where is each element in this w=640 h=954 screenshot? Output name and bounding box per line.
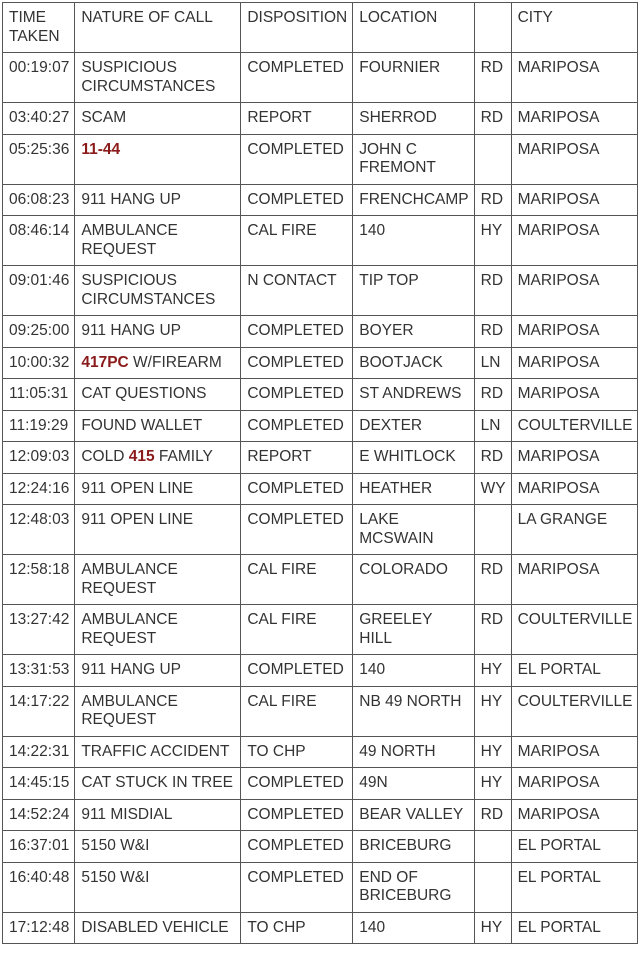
cell-city: MARIPOSA <box>511 799 638 831</box>
cell-location: FRENCHCAMP <box>353 184 474 216</box>
cell-location: E WHITLOCK <box>353 442 474 474</box>
call-text: 911 HANG UP <box>81 322 181 339</box>
table-row <box>3 912 638 944</box>
cell-city: MARIPOSA <box>511 442 638 474</box>
table-row <box>3 736 638 768</box>
cell-location: BEAR VALLEY <box>353 799 474 831</box>
cell-location: TIP TOP <box>353 266 474 316</box>
cell-suffix: HY <box>474 655 511 687</box>
cell-nature-of-call <box>75 266 241 316</box>
cell-suffix <box>474 862 511 912</box>
cell-nature-of-call <box>75 216 241 266</box>
cell-time-taken: 12:58:18 <box>3 555 75 605</box>
cell-disposition: COMPLETED <box>241 184 353 216</box>
cell-disposition: COMPLETED <box>241 831 353 863</box>
header-time-taken: TIME TAKEN <box>3 3 75 53</box>
cell-suffix: HY <box>474 736 511 768</box>
table-row <box>3 831 638 863</box>
cell-nature-of-call <box>75 736 241 768</box>
cell-city: MARIPOSA <box>511 53 638 103</box>
cell-city: MARIPOSA <box>511 768 638 800</box>
cell-suffix <box>474 831 511 863</box>
cell-location: BOOTJACK <box>353 347 474 379</box>
call-text: SCAM <box>81 109 127 126</box>
cell-suffix: HY <box>474 768 511 800</box>
cell-disposition: COMPLETED <box>241 410 353 442</box>
cell-time-taken: 09:01:46 <box>3 266 75 316</box>
cell-nature-of-call <box>75 410 241 442</box>
cell-location: HEATHER <box>353 473 474 505</box>
cell-nature-of-call <box>75 473 241 505</box>
table-row <box>3 266 638 316</box>
call-text: AMBULANCE REQUEST <box>81 692 178 728</box>
cell-nature-of-call <box>75 555 241 605</box>
cell-disposition: REPORT <box>241 442 353 474</box>
cell-time-taken: 05:25:36 <box>3 134 75 184</box>
call-text: 911 MISDIAL <box>81 805 173 823</box>
cell-location: SHERROD <box>353 103 474 135</box>
table-row <box>3 379 638 411</box>
cell-suffix: LN <box>474 410 511 442</box>
cell-location: 140 <box>353 216 474 266</box>
table-row <box>3 473 638 505</box>
cell-nature-of-call <box>75 184 241 216</box>
cell-disposition: CAL FIRE <box>241 216 353 266</box>
header-disposition: DISPOSITION <box>241 3 353 53</box>
cell-nature-of-call <box>75 912 241 944</box>
cell-time-taken: 12:09:03 <box>3 442 75 474</box>
cell-disposition: N CONTACT <box>241 266 353 316</box>
cell-nature-of-call <box>75 134 241 184</box>
cell-location: BOYER <box>353 316 474 348</box>
cell-city: LA GRANGE <box>511 505 638 555</box>
call-text: FAMILY <box>154 448 213 465</box>
cell-nature-of-call <box>75 799 241 831</box>
cell-location: NB 49 NORTH <box>353 686 474 736</box>
call-text: 911 OPEN LINE <box>81 511 194 528</box>
table-row <box>3 655 638 687</box>
header-suffix <box>474 3 511 53</box>
cell-location: END OF BRICEBURG <box>353 862 474 912</box>
cell-nature-of-call <box>75 347 241 379</box>
cell-disposition: COMPLETED <box>241 862 353 912</box>
cell-nature-of-call <box>75 316 241 348</box>
call-text: SUSPICIOUS CIRCUMSTANCES <box>81 272 216 308</box>
call-text: TRAFFIC ACCIDENT <box>81 742 230 760</box>
cell-location: FOURNIER <box>353 53 474 103</box>
cell-time-taken: 11:05:31 <box>3 379 75 411</box>
cell-disposition: COMPLETED <box>241 473 353 505</box>
cell-time-taken: 14:22:31 <box>3 736 75 768</box>
call-code-highlight: 11-44 <box>81 140 121 158</box>
cell-city: EL PORTAL <box>511 862 638 912</box>
call-text: 5150 W&I <box>81 868 150 886</box>
cell-time-taken: 17:12:48 <box>3 912 75 944</box>
cell-city: COULTERVILLE <box>511 605 638 655</box>
table-row <box>3 103 638 135</box>
table-row <box>3 347 638 379</box>
cell-time-taken: 16:37:01 <box>3 831 75 863</box>
call-text: 911 HANG UP <box>81 661 181 678</box>
call-text: AMBULANCE REQUEST <box>81 222 178 258</box>
cell-nature-of-call <box>75 862 241 912</box>
cell-time-taken: 16:40:48 <box>3 862 75 912</box>
table-body <box>3 53 638 944</box>
cell-suffix: HY <box>474 216 511 266</box>
cell-location: GREELEY HILL <box>353 605 474 655</box>
cell-nature-of-call <box>75 379 241 411</box>
cell-disposition: TO CHP <box>241 912 353 944</box>
header-location: LOCATION <box>353 3 474 53</box>
cell-city: MARIPOSA <box>511 347 638 379</box>
call-text: CAT STUCK IN TREE <box>81 774 233 791</box>
cell-time-taken: 13:31:53 <box>3 655 75 687</box>
table-row <box>3 134 638 184</box>
cell-disposition: COMPLETED <box>241 53 353 103</box>
cell-disposition: COMPLETED <box>241 316 353 348</box>
table-row <box>3 184 638 216</box>
cell-suffix <box>474 134 511 184</box>
call-text: AMBULANCE REQUEST <box>81 611 178 647</box>
cell-suffix: RD <box>474 555 511 605</box>
cell-location: 140 <box>353 655 474 687</box>
cell-nature-of-call <box>75 655 241 687</box>
cell-suffix: RD <box>474 379 511 411</box>
cell-city: MARIPOSA <box>511 736 638 768</box>
cell-time-taken: 08:46:14 <box>3 216 75 266</box>
cell-city: MARIPOSA <box>511 473 638 505</box>
cell-city: MARIPOSA <box>511 266 638 316</box>
cell-time-taken: 03:40:27 <box>3 103 75 135</box>
cell-disposition: COMPLETED <box>241 655 353 687</box>
table-row <box>3 768 638 800</box>
cell-suffix: RD <box>474 184 511 216</box>
call-text: 911 OPEN LINE <box>81 479 194 497</box>
cell-suffix: RD <box>474 53 511 103</box>
table-row <box>3 862 638 912</box>
cell-city: EL PORTAL <box>511 831 638 863</box>
call-log-table <box>2 2 638 944</box>
cell-time-taken: 12:24:16 <box>3 473 75 505</box>
call-text: W/FIREARM <box>128 353 222 371</box>
cell-city: MARIPOSA <box>511 184 638 216</box>
cell-nature-of-call <box>75 442 241 474</box>
cell-time-taken: 09:25:00 <box>3 316 75 348</box>
table-row <box>3 799 638 831</box>
table-row <box>3 216 638 266</box>
cell-city: MARIPOSA <box>511 103 638 135</box>
cell-time-taken: 13:27:42 <box>3 605 75 655</box>
cell-disposition: CAL FIRE <box>241 555 353 605</box>
cell-nature-of-call <box>75 831 241 863</box>
cell-disposition: COMPLETED <box>241 799 353 831</box>
cell-disposition: TO CHP <box>241 736 353 768</box>
cell-disposition: COMPLETED <box>241 347 353 379</box>
cell-city: MARIPOSA <box>511 379 638 411</box>
cell-city: MARIPOSA <box>511 316 638 348</box>
cell-suffix: RD <box>474 103 511 135</box>
table-row <box>3 605 638 655</box>
call-text: SUSPICIOUS CIRCUMSTANCES <box>81 59 216 95</box>
cell-suffix: WY <box>474 473 511 505</box>
cell-location: COLORADO <box>353 555 474 605</box>
cell-nature-of-call <box>75 505 241 555</box>
cell-city: COULTERVILLE <box>511 410 638 442</box>
cell-time-taken: 10:00:32 <box>3 347 75 379</box>
cell-city: EL PORTAL <box>511 912 638 944</box>
cell-location: 140 <box>353 912 474 944</box>
header-nature-of-call: NATURE OF CALL <box>75 3 241 53</box>
call-text: AMBULANCE REQUEST <box>81 561 178 597</box>
call-text: FOUND WALLET <box>81 416 203 434</box>
cell-time-taken: 12:48:03 <box>3 505 75 555</box>
call-text: DISABLED VEHICLE <box>81 918 229 936</box>
cell-city: EL PORTAL <box>511 655 638 687</box>
call-code-highlight: 415 <box>128 448 155 465</box>
call-code-highlight: 417PC <box>81 353 129 371</box>
cell-location: LAKE MCSWAIN <box>353 505 474 555</box>
cell-disposition: CAL FIRE <box>241 605 353 655</box>
cell-city: MARIPOSA <box>511 216 638 266</box>
table-row <box>3 410 638 442</box>
cell-time-taken: 00:19:07 <box>3 53 75 103</box>
table-row <box>3 53 638 103</box>
cell-disposition: CAL FIRE <box>241 686 353 736</box>
cell-time-taken: 14:45:15 <box>3 768 75 800</box>
cell-nature-of-call <box>75 53 241 103</box>
cell-disposition: COMPLETED <box>241 379 353 411</box>
cell-disposition: COMPLETED <box>241 134 353 184</box>
call-text: COLD <box>81 448 129 465</box>
cell-suffix: RD <box>474 799 511 831</box>
header-row <box>3 3 638 53</box>
cell-time-taken: 11:19:29 <box>3 410 75 442</box>
cell-suffix: HY <box>474 686 511 736</box>
cell-location: JOHN C FREMONT <box>353 134 474 184</box>
table-row <box>3 316 638 348</box>
cell-suffix: RD <box>474 442 511 474</box>
call-text: 5150 W&I <box>81 837 150 854</box>
header-city: CITY <box>511 3 638 53</box>
cell-nature-of-call <box>75 768 241 800</box>
cell-location: 49N <box>353 768 474 800</box>
cell-city: COULTERVILLE <box>511 686 638 736</box>
cell-nature-of-call <box>75 686 241 736</box>
cell-location: 49 NORTH <box>353 736 474 768</box>
cell-disposition: COMPLETED <box>241 505 353 555</box>
table-row <box>3 442 638 474</box>
cell-disposition: REPORT <box>241 103 353 135</box>
call-text: CAT QUESTIONS <box>81 385 207 402</box>
cell-time-taken: 06:08:23 <box>3 184 75 216</box>
cell-location: DEXTER <box>353 410 474 442</box>
cell-suffix <box>474 505 511 555</box>
cell-nature-of-call <box>75 103 241 135</box>
cell-suffix: RD <box>474 266 511 316</box>
table-header <box>3 3 638 53</box>
cell-nature-of-call <box>75 605 241 655</box>
cell-time-taken: 14:17:22 <box>3 686 75 736</box>
cell-suffix: RD <box>474 605 511 655</box>
cell-location: ST ANDREWS <box>353 379 474 411</box>
cell-location: BRICEBURG <box>353 831 474 863</box>
cell-city: MARIPOSA <box>511 134 638 184</box>
table-row <box>3 505 638 555</box>
cell-suffix: HY <box>474 912 511 944</box>
cell-suffix: RD <box>474 316 511 348</box>
cell-disposition: COMPLETED <box>241 768 353 800</box>
cell-time-taken: 14:52:24 <box>3 799 75 831</box>
cell-city: MARIPOSA <box>511 555 638 605</box>
cell-suffix: LN <box>474 347 511 379</box>
table-row <box>3 555 638 605</box>
table-row <box>3 686 638 736</box>
call-text: 911 HANG UP <box>81 190 181 208</box>
